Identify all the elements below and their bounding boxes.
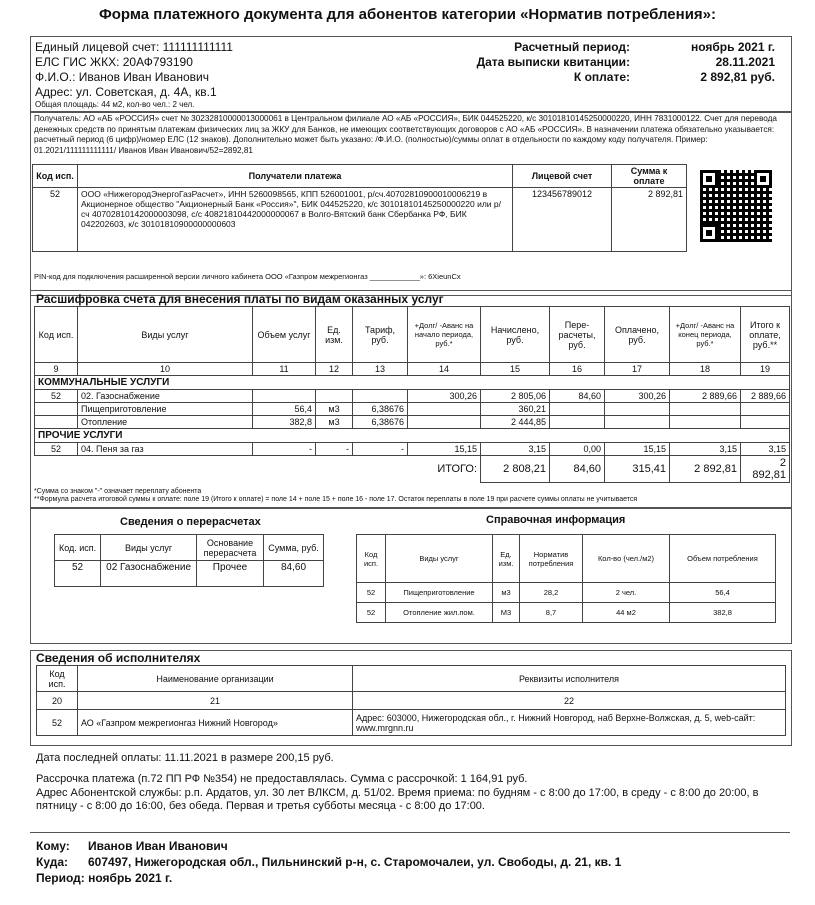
where-label: Куда:	[36, 855, 68, 869]
ref-volume: 382,8	[670, 603, 776, 623]
period-label: Расчетный период:	[514, 40, 630, 54]
recalc-h-code: Код. исп.	[55, 535, 101, 561]
bd-num: 12	[316, 363, 353, 376]
executors-table	[36, 665, 786, 736]
cook-name: Пищеприготовление	[78, 403, 253, 416]
bd-h-paid: Оплачено, руб.	[605, 307, 670, 363]
bd-h-total: Итого к оплате, руб.**	[741, 307, 790, 363]
executors-title: Сведения об исполнителях	[36, 651, 201, 665]
ref-unit: м3	[493, 583, 520, 603]
ref-table	[356, 534, 776, 623]
bd-num: 19	[741, 363, 790, 376]
bd-num: 10	[78, 363, 253, 376]
ref-code: 52	[357, 583, 386, 603]
recalc-basis: Прочее	[197, 561, 264, 587]
qr-code	[700, 170, 772, 242]
bd-h-code: Код исп.	[35, 307, 78, 363]
ex-h-req: Реквизиты исполнителя	[353, 666, 786, 692]
ref-service: Пищеприготовление	[386, 583, 493, 603]
ex-requisites: Адрес: 603000, Нижегородская обл., г. Нижний Новгород, наб Верхне-Волжская, д. 5, web-сайт: www.mrgnn.ru	[353, 710, 786, 736]
recalc-title: Сведения о перерасчетах	[120, 516, 261, 528]
ex-h-org: Наименование организации	[78, 666, 353, 692]
where-address: 607497, Нижегородская обл., Пильнинский р-н, с. Старомочалеи, ул. Свободы, д. 21, кв. 1	[88, 855, 622, 869]
ref-h-volume: Объем потребления	[670, 535, 776, 583]
gas-debt-end: 2 889,66	[670, 390, 741, 403]
peny-paid: 15,15	[605, 443, 670, 456]
bd-num: 17	[605, 363, 670, 376]
recalc-table	[54, 534, 324, 587]
heat-accrued: 2 444,85	[481, 416, 550, 429]
gas-total: 2 889,66	[741, 390, 790, 403]
ref-volume: 56,4	[670, 583, 776, 603]
payees-table	[32, 164, 687, 252]
ref-h-qty: Кол-во (чел./м2)	[583, 535, 670, 583]
payee-name: ООО «НижегородЭнергоГазРасчет», ИНН 5260098565, КПП 526001001, р/сч.40702810900010006219 в Акционерное общество "Акционерный Банк «Россия»", БИК 044525220, к/с 30101810145250000220 или р/сч 40702810142000003098, с/с 40821810442000000067 в Волго-Вятский банк Сбербанка РФ, БИК 042202603, к/с 30101810900000000603	[78, 188, 513, 252]
installment: Рассрочка платежа (п.72 ПП РФ №354) не предоставлялась. Сумма с рассрочкой: 1 164,91 руб.	[36, 773, 528, 785]
cook-accrued: 360,21	[481, 403, 550, 416]
page-title: Форма платежного документа для абонентов категории «Норматив потребления»:	[98, 6, 717, 23]
date-value: 28.11.2021	[715, 55, 775, 69]
ex-org: АО «Газпром межрегионгаз Нижний Новгород»	[78, 710, 353, 736]
peny-accrued: 3,15	[481, 443, 550, 456]
peny-tariff: -	[353, 443, 408, 456]
ref-norm: 28,2	[520, 583, 583, 603]
divider	[30, 832, 790, 833]
service-office: Адрес Абонентской службы: р.п. Ардатов, ул. 30 лет ВЛКСМ, д. 51/02. Время приема: по будням - с 8:00 до 17:00, в среду - с 8:00 до 20:00, в пятницу - с 8:00 до 16:00, без обеда. Первая и третья субботы месяца - с 8:00 до 17:00.	[36, 787, 759, 812]
ref-qty: 44 м2	[583, 603, 670, 623]
cook-volume: 56,4	[253, 403, 316, 416]
bd-h-recalc: Пере-расчеты, руб.	[550, 307, 605, 363]
note-2: **Формула расчета итоговой суммы к оплате: поле 19 (Итого к оплате) = поле 14 + поле 15 + поле 16 - поле 17. Остаток переплаты в поле 19 при расчете суммы оплаты не учитывается	[34, 496, 638, 503]
fio: Ф.И.О.: Иванов Иван Иванович	[35, 70, 209, 84]
cook-unit: м3	[316, 403, 353, 416]
address: Адрес: ул. Советская, д. 4А, кв.1	[35, 85, 217, 99]
last-payment: Дата последней оплаты: 11.11.2021 в размере 200,15 руб.	[36, 752, 334, 764]
ref-h-code: Код исп.	[357, 535, 386, 583]
bd-num: 9	[35, 363, 78, 376]
heat-volume: 382,8	[253, 416, 316, 429]
bd-num: 16	[550, 363, 605, 376]
gas-recalc: 84,60	[550, 390, 605, 403]
ref-unit: М3	[493, 603, 520, 623]
ref-service: Отопление жил.пом.	[386, 603, 493, 623]
section-other: ПРОЧИЕ УСЛУГИ	[35, 429, 790, 443]
total-sum: 2 892,81	[741, 456, 790, 483]
gas-name: 02. Газоснабжение	[78, 390, 253, 403]
bd-num: 18	[670, 363, 741, 376]
peny-debt-end: 3,15	[670, 443, 741, 456]
payees-header-account: Лицевой счет	[513, 165, 612, 188]
ex-num: 21	[78, 692, 353, 710]
peny-total: 3,15	[741, 443, 790, 456]
breakdown-table	[34, 306, 790, 483]
period-footer: Период: ноябрь 2021 г.	[36, 871, 173, 885]
period-value: ноябрь 2021 г.	[690, 40, 775, 54]
heat-unit: м3	[316, 416, 353, 429]
to-label: Кому:	[36, 839, 70, 853]
bd-num: 13	[353, 363, 408, 376]
pay-value: 2 892,81 руб.	[700, 70, 775, 84]
ref-norm: 8,7	[520, 603, 583, 623]
gas-debt-start: 300,26	[408, 390, 481, 403]
payees-header-sum: Сумма к оплате	[612, 165, 687, 188]
recalc-code: 52	[55, 561, 101, 587]
ex-num: 22	[353, 692, 786, 710]
bd-h-volume: Объем услуг	[253, 307, 316, 363]
payee-account: 123456789012	[513, 188, 612, 252]
total-recalc: 84,60	[550, 456, 605, 483]
ref-h-service: Виды услуг	[386, 535, 493, 583]
note-1: *Сумма со знаком "-" означает переплату абонента	[34, 488, 202, 495]
els-number: ЕЛС ГИС ЖКХ: 20АФ793190	[35, 55, 193, 69]
ref-title: Справочная информация	[486, 514, 626, 526]
pay-label: К оплате:	[573, 70, 630, 84]
ex-h-code: Код исп.	[37, 666, 78, 692]
date-label: Дата выписки квитанции:	[476, 55, 630, 69]
bd-num: 14	[408, 363, 481, 376]
ex-num: 20	[37, 692, 78, 710]
pin-code: PIN-код для подключения расширенной версии личного кабинета ООО «Газпром межрегионгаз ____________»: 6XieunCx	[34, 272, 461, 281]
total-label: ИТОГО:	[35, 456, 481, 483]
bd-h-service: Виды услуг	[78, 307, 253, 363]
peny-name: 04. Пеня за газ	[78, 443, 253, 456]
gas-accrued: 2 805,06	[481, 390, 550, 403]
gas-paid: 300,26	[605, 390, 670, 403]
total-paid: 315,41	[605, 456, 670, 483]
area-info: Общая площадь: 44 м2, кол-во чел.: 2 чел.	[35, 100, 195, 109]
recalc-sum: 84,60	[264, 561, 324, 587]
ex-code: 52	[37, 710, 78, 736]
breakdown-title: Расшифровка счета для внесения платы по видам оказанных услуг	[36, 292, 444, 306]
peny-recalc: 0,00	[550, 443, 605, 456]
peny-debt-start: 15,15	[408, 443, 481, 456]
bd-num: 11	[253, 363, 316, 376]
heat-tariff: 6,38676	[353, 416, 408, 429]
payee-sum: 2 892,81	[612, 188, 687, 252]
peny-code: 52	[35, 443, 78, 456]
bd-h-tariff: Тариф, руб.	[353, 307, 408, 363]
bd-h-debt-start: +Долг/ -Аванс на начало периода, руб.*	[408, 307, 481, 363]
recalc-h-service: Виды услуг	[101, 535, 197, 561]
bd-num: 15	[481, 363, 550, 376]
recipient-text: Получатель: АО «АБ «РОССИЯ» счет № 30232810000013000061 в Центральном филиале АО «АБ «РОССИЯ», БИК 044525220, к/с 30101810145250000220, ИНН 7831000122. Счет для перевода денежных средств по принятым платежам физических лиц за ЖКУ для Банков, не имеющих соответствующих договоров с АО «АБ «РОССИЯ». В назначении платежа обязательно указывается: расчетный период (6 цифр)/номер ЕЛС (12 знаков). Дополнительно может быть указано: /Ф.И.О. (полностью)/суммы оплат в отдельности по каждому коду получателя. Пример: 01.2021/111111111111/ Иванов Иван Иванович/52=2892,81	[34, 114, 777, 155]
to-name: Иванов Иван Иванович	[88, 839, 228, 853]
gas-code: 52	[35, 390, 78, 403]
ref-code: 52	[357, 603, 386, 623]
cook-tariff: 6,38676	[353, 403, 408, 416]
payee-code: 52	[33, 188, 78, 252]
section-communal: КОММУНАЛЬНЫЕ УСЛУГИ	[35, 376, 790, 390]
total-debt-end: 2 892,81	[670, 456, 741, 483]
recalc-service: 02 Газоснабжение	[101, 561, 197, 587]
heat-name: Отопление	[78, 416, 253, 429]
ref-h-unit: Ед. изм.	[493, 535, 520, 583]
ref-h-norm: Норматив потребления	[520, 535, 583, 583]
peny-volume: -	[253, 443, 316, 456]
recalc-h-basis: Основание перерасчета	[197, 535, 264, 561]
payees-header-code: Код исп.	[33, 165, 78, 188]
bd-h-debt-end: +Долг/ -Аванс на конец периода, руб.*	[670, 307, 741, 363]
payees-header-name: Получатели платежа	[78, 165, 513, 188]
peny-unit: -	[316, 443, 353, 456]
account-number: Единый лицевой счет: 111111111111	[35, 40, 233, 54]
total-accrued: 2 808,21	[481, 456, 550, 483]
bd-h-accrued: Начислено, руб.	[481, 307, 550, 363]
bd-h-unit: Ед. изм.	[316, 307, 353, 363]
ref-qty: 2 чел.	[583, 583, 670, 603]
recalc-h-sum: Сумма, руб.	[264, 535, 324, 561]
